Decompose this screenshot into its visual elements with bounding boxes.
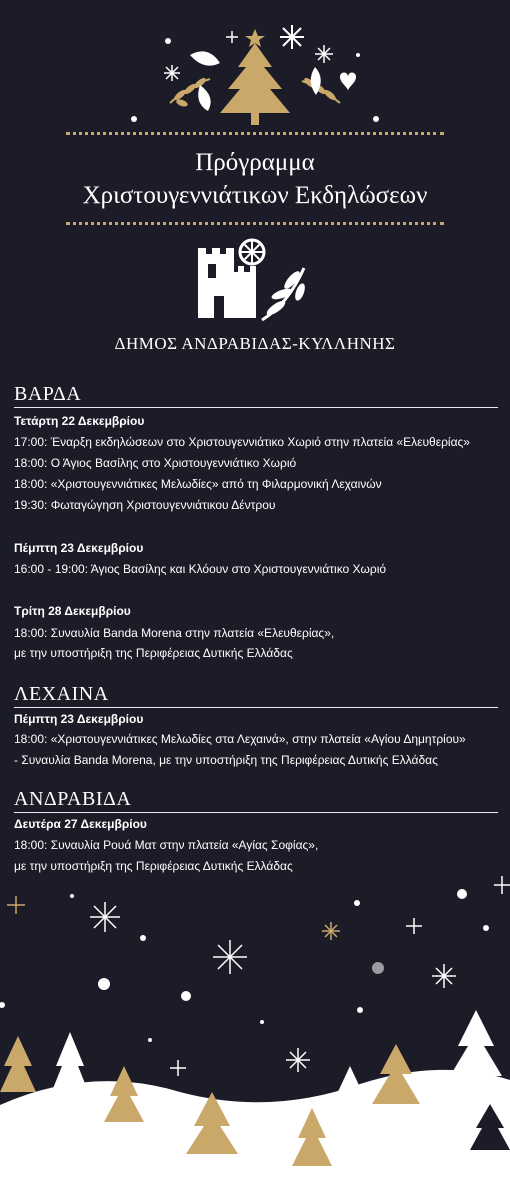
section-divider xyxy=(14,407,498,408)
event-date: Τετάρτη 22 Δεκεμβρίου xyxy=(14,414,145,428)
event-item: 18:00: «Χριστουγεννιάτικες Μελωδίες στα Λεχαινά», στην πλατεία «Αγίου Δημητρίου» xyxy=(14,732,466,746)
page-title-line2: Χριστουγεννιάτικων Εκδηλώσεων xyxy=(82,182,428,209)
event-item: 19:30: Φωταγώγηση Χριστουγεννιάτικου Δέντρου xyxy=(14,498,276,512)
event-date: Δευτέρα 27 Δεκεμβρίου xyxy=(14,817,147,831)
event-item: - Συναυλία Banda Morena, με την υποστήριξη της Περιφέρειας Δυτικής Ελλάδας xyxy=(14,753,438,767)
section-title-lechaina: ΛΕΧΑΙΝΑ xyxy=(14,683,109,705)
event-item: 18:00: «Χριστουγεννιάτικες Μελωδίες» από τη Φιλαρμονική Λεχαινών xyxy=(14,477,382,491)
event-date: Πέμπτη 23 Δεκεμβρίου xyxy=(14,541,144,555)
section-title-varda: ΒΑΡΔΑ xyxy=(14,383,82,405)
section-divider xyxy=(14,707,498,708)
snowy-forest-illustration xyxy=(0,860,510,1200)
section-divider xyxy=(14,812,498,813)
event-date: Τρίτη 28 Δεκεμβρίου xyxy=(14,604,131,618)
castle-emblem-icon xyxy=(190,234,320,324)
event-item: με την υποστήριξη της Περιφέρειας Δυτικής Ελλάδας xyxy=(14,646,293,660)
municipality-name: ΔΗΜΟΣ ΑΝΔΡΑΒΙΔΑΣ-ΚΥΛΛΗΝΗΣ xyxy=(114,334,396,353)
event-item: 17:00: Έναρξη εκδηλώσεων στο Χριστουγεννιάτικο Χωριό στην πλατεία «Ελευθερίας» xyxy=(14,435,470,449)
event-item: 18:00: Συναυλία Ρουά Ματ στην πλατεία «Αγίας Σοφίας», xyxy=(14,838,319,852)
section-title-andravida: ΑΝΔΡΑΒΙΔΑ xyxy=(14,788,132,810)
event-item: 16:00 - 19:00: Άγιος Βασίλης και Κλόουν στο Χριστουγεννιάτικο Χωριό xyxy=(14,562,387,576)
dotted-divider xyxy=(66,222,444,225)
dotted-divider xyxy=(66,132,444,135)
christmas-tree-icon xyxy=(130,15,380,135)
event-date: Πέμπτη 23 Δεκεμβρίου xyxy=(14,712,144,726)
page-title-line1: Πρόγραμμα xyxy=(195,149,315,176)
event-item: 18:00: Ο Άγιος Βασίλης στο Χριστουγεννιάτικο Χωριό xyxy=(14,456,297,470)
event-item: με την υποστήριξη της Περιφέρειας Δυτικής Ελλάδας xyxy=(14,859,293,873)
event-item: 18:00: Συναυλία Banda Morena στην πλατεία «Ελευθερίας», xyxy=(14,626,335,640)
